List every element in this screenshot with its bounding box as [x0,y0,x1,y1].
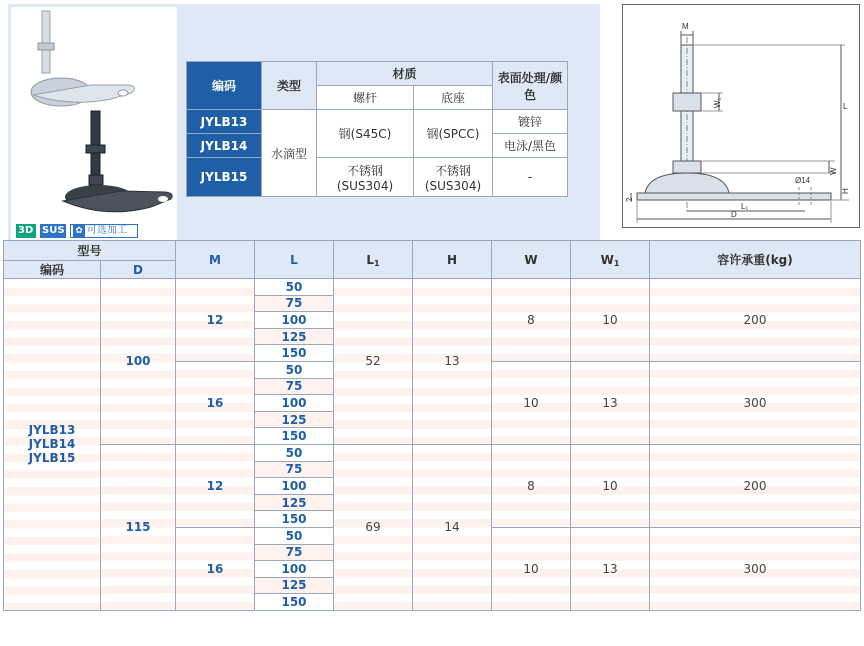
l-value: 150 [255,428,334,445]
load-value: 200 [650,444,861,527]
dim-h: H [841,188,850,194]
m-value: 16 [176,527,255,610]
table-row [4,444,861,461]
l-value: 50 [255,444,334,461]
spec-code-jylb14: JYLB14 [187,134,262,158]
load-value: 300 [650,527,861,610]
spec-finish-black: 电泳/黑色 [493,134,568,158]
dimension-drawing-svg [623,5,859,227]
spec-header-base: 底座 [414,86,493,110]
spec-finish-none: - [493,158,568,197]
spec-header-code: 编码 [187,62,262,110]
header-model: 型号 [4,241,176,261]
header-h: H [413,241,492,279]
l-value: 125 [255,411,334,428]
header-w: W [492,241,571,279]
l-value: 100 [255,478,334,495]
w-value: 10 [492,361,571,444]
l-value: 75 [255,544,334,561]
spec-header-material: 材质 [317,62,493,86]
l-value: 75 [255,378,334,395]
sus-badge: SUS [42,225,65,236]
l-value: 50 [255,279,334,296]
spec-base-steel: 钢(SPCC) [414,110,493,158]
spec-screw-stainless: 不锈钢 (SUS304) [317,158,414,197]
load-value: 200 [650,279,861,362]
spec-base-stainless: 不锈钢 (SUS304) [414,158,493,197]
l-value: 100 [255,561,334,578]
spec-header-finish: 表面处理/颜色 [493,62,568,110]
dim-w1: W₁ [713,97,722,108]
l-value: 50 [255,527,334,544]
dimension-drawing [622,4,860,228]
header-load: 容许承重(kg) [650,241,861,279]
l-value: 50 [255,361,334,378]
dimension-table-body [4,279,861,611]
gear-icon: ✿ [73,225,85,237]
l-value: 150 [255,594,334,611]
l-value: 100 [255,312,334,329]
d-value: 100 [101,279,176,445]
l1-value: 69 [334,444,413,610]
w-value: 8 [492,444,571,527]
header-code: 编码 [4,261,101,279]
w-value: 8 [492,279,571,362]
dim-2: 2 [625,197,634,202]
spec-table [186,61,568,197]
spec-code-jylb13: JYLB13 [187,110,262,134]
l-value: 100 [255,395,334,412]
l-value: 150 [255,511,334,528]
l-value: 75 [255,461,334,478]
w1-value: 13 [571,527,650,610]
w1-value: 10 [571,444,650,527]
load-value: 300 [650,361,861,444]
header-m: M [176,241,255,279]
m-value: 16 [176,361,255,444]
header-w1: $W_1$ [571,241,650,279]
dim-d: D [731,210,737,219]
optional-label: 可选加工 [87,225,127,236]
w-value: 10 [492,527,571,610]
l-value: 125 [255,328,334,345]
spec-header-type: 类型 [262,62,317,110]
3d-badge: 3D [16,224,36,238]
dim-m: M [682,22,689,31]
leveling-foot-illustration [11,7,177,241]
dimension-table [3,240,861,611]
m-value: 12 [176,444,255,527]
w1-value: 13 [571,361,650,444]
spec-type: 水滴型 [262,110,317,197]
table-row [4,279,861,296]
dim-w: W [829,167,838,175]
dim-l1: L₁ [741,202,749,211]
model-codes: JYLB13 JYLB14 JYLB15 [4,279,101,611]
dim-l: L [843,102,848,111]
w1-value: 10 [571,279,650,362]
l-value: 125 [255,494,334,511]
h-value: 14 [413,444,492,610]
header-l1: $L_1$ [334,241,413,279]
product-photo [11,7,177,241]
m-value: 12 [176,279,255,362]
spec-code-jylb15: JYLB15 [187,158,262,197]
header-d: D [101,261,176,279]
spec-finish-zinc: 镀锌 [493,110,568,134]
l1-value: 52 [334,279,413,445]
header-l: L [255,241,334,279]
l-value: 150 [255,345,334,362]
dim-phi14: Ø14 [795,176,811,185]
d-value: 115 [101,444,176,610]
spec-header-screw: 螺杆 [317,86,414,110]
spec-screw-steel: 钢(S45C) [317,110,414,158]
l-value: 125 [255,577,334,594]
l-value: 75 [255,295,334,312]
optional-machining-badge [70,224,138,238]
h-value: 13 [413,279,492,445]
